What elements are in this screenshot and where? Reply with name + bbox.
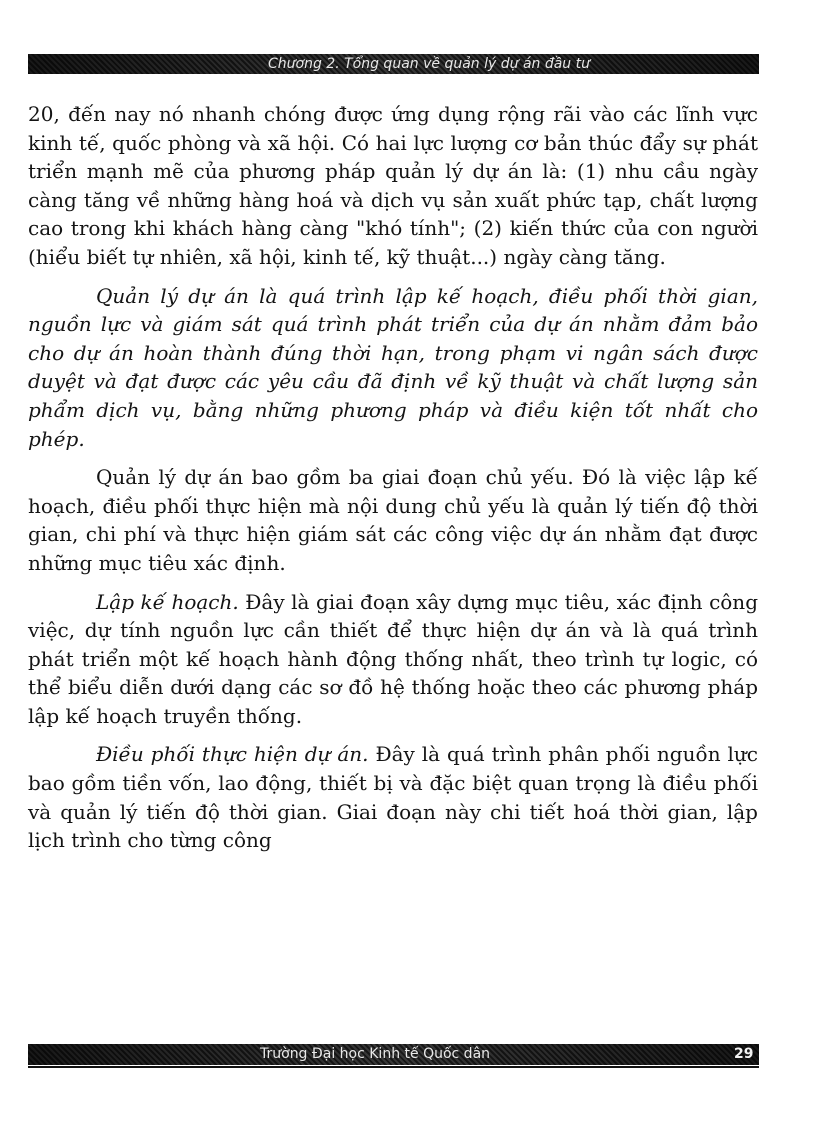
page-body bbox=[28, 100, 758, 855]
footer-rule bbox=[28, 1066, 759, 1068]
planning-text: Đây là giai đoạn xây dựng mục tiêu, xác định công việc, dự tính nguồn lực cần thiết để thực hiện dự án và là quá trình phát triển một kế hoạch hành động thống nhất, theo trình tự logic, có thể biểu diễn dưới dạng các sơ đồ hệ thống hoặc theo các phương pháp lập kế hoạch truyền thống. bbox=[28, 589, 758, 728]
header-title: Chương 2. Tổng quan về quản lý dự án đầu tư bbox=[268, 56, 590, 72]
planning-lead: Lập kế hoạch. bbox=[96, 589, 239, 614]
paragraph-coordination bbox=[28, 740, 758, 854]
paragraph-definition: Quản lý dự án là quá trình lập kế hoạch, điều phối thời gian, nguồn lực và giám sát quá trình phát triển của dự án nhằm đảm bảo cho dự án hoàn thành đúng thời hạn, trong phạm vi ngân sách được duyệt và đạt được các yêu cầu đã định về kỹ thuật và chất lượng sản phẩm dịch vụ, bằng những phương pháp và điều kiện tốt nhất cho phép. bbox=[28, 283, 758, 451]
paragraph-phases: Quản lý dự án bao gồm ba giai đoạn chủ yếu. Đó là việc lập kế hoạch, điều phối thực hiện mà nội dung chủ yếu là quản lý tiến độ thời gian, chi phí và thực hiện giám sát các công việc dự án nhằm đạt được những mục tiêu xác định. bbox=[28, 465, 758, 575]
running-footer bbox=[28, 1044, 759, 1065]
footer-institution: Trường Đại học Kinh tế Quốc dân bbox=[260, 1046, 491, 1062]
coordination-lead: Điều phối thực hiện dự án. bbox=[96, 742, 369, 767]
page-number: 29 bbox=[734, 1046, 754, 1062]
coordination-text: Đây là quá trình phân phối nguồn lực bao gồm tiền vốn, lao động, thiết bị và đặc biệt quan trọng là điều phối và quản lý tiến độ thời gian. Giai đoạn này chi tiết hoá thời gian, lập lịch trình cho từng công bbox=[28, 742, 759, 853]
paragraph-continuation: 20, đến nay nó nhanh chóng được ứng dụng rộng rãi vào các lĩnh vực kinh tế, quốc phòng và xã hội. Có hai lực lượng cơ bản thúc đẩy sự phát triển mạnh mẽ của phương pháp quản lý dự án là: (1) nhu cầu ngày càng tăng về những hàng hoá và dịch vụ sản xuất phức tạp, chất lượng cao trong khi khách hàng càng "khó tính"; (2) kiến thức của con người (hiểu biết tự nhiên, xã hội, kinh tế, kỹ thuật...) ngày càng tăng. bbox=[28, 102, 758, 269]
running-header bbox=[28, 54, 759, 74]
paragraph-planning bbox=[28, 588, 758, 731]
